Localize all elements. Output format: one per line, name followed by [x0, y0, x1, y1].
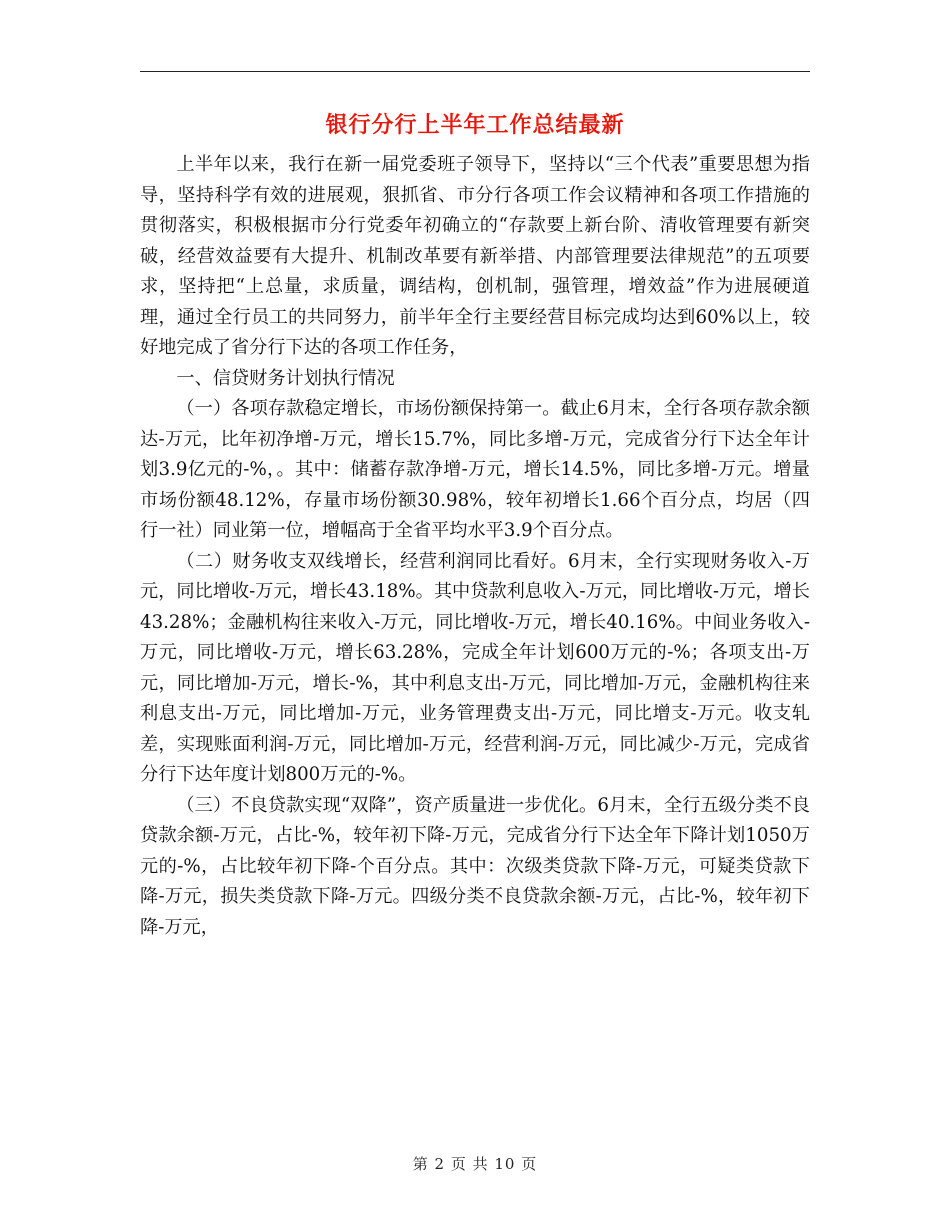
paragraph-bad-loans: （三）不良贷款实现“双降”，资产质量进一步优化。6月末，全行五级分类不良贷款余额-万元，占比-%，较年初下降-万元，完成省分行下达全年下降计划1050万元的-%，占比较年初下降-个百分点。其中：次级类贷款下降-万元，可疑类贷款下降-万元，损失类贷款下降-万元。四级分类不良贷款余额-万元，占比-%，较年初下降-万元，: [140, 794, 810, 938]
document-title: 银行分行上半年工作总结最新: [325, 112, 625, 138]
paragraph-finance: （二）财务收支双线增长，经营利润同比看好。6月末，全行实现财务收入-万元，同比增收-万元，增长43.18%。其中贷款利息收入-万元，同比增收-万元，增长43.28%；金融机构往来收入-万元，同比增收-万元，增长40.16%。中间业务收入-万元，同比增收-万元，增长63.28%，完成全年计划600万元的-%；各项支出-万元，同比增加-万元，增长-%，其中利息支出-万元，同比增加-万元，金融机构往来利息支出-万元，同比增加-万元，业务管理费支出-万元，同比增支-万元。收支轧差，实现账面利润-万元，同比增加-万元，经营利润-万元，同比减少-万元，完成省分行下达年度计划800万元的-%。: [140, 550, 810, 785]
page-number-footer: 第 2 页 共 10 页: [412, 1155, 538, 1173]
paragraph-intro: 上半年以来，我行在新一届党委班子领导下，坚持以“三个代表”重要思想为指导，坚持科学有效的进展观，狠抓省、市分行各项工作会议精神和各项工作措施的贯彻落实，积极根据市分行党委年初确立的“存款要上新台阶、清收管理要有新突破，经营效益要有大提升、机制改革要有新举措、内部管理要法律规范”的五项要求，坚持把“上总量，求质量，调结构，创机制，强管理，增效益”作为进展硬道理，通过全行员工的共同努力，前半年全行主要经营目标完成均达到60%以上，较好地完成了省分行下达的各项工作任务，: [140, 154, 810, 358]
section-heading-1: 一、信贷财务计划执行情况: [176, 367, 395, 389]
paragraph-deposits: （一）各项存款稳定增长，市场份额保持第一。截止6月末，全行各项存款余额达-万元，比年初净增-万元，增长15.7%，同比多增-万元，完成省分行下达全年计划3.9亿元的-%，。其中：储蓄存款净增-万元，增长14.5%，同比多增-万元。增量市场份额48.12%，存量市场份额30.98%，较年初增长1.66个百分点，均居（四行一社）同业第一位，增幅高于全省平均水平3.9个百分点。: [140, 398, 810, 541]
header-rule: [140, 71, 810, 72]
document-body: [140, 150, 810, 943]
